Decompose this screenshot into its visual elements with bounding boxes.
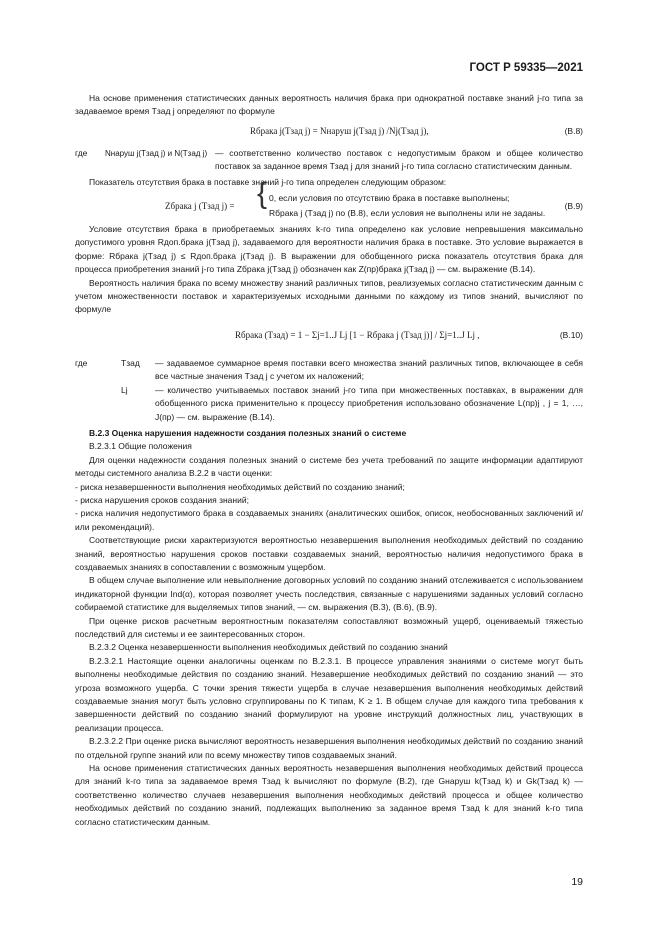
list-item: - риска наличия недопустимого брака в создаваемых знаниях (аналитических ошибок, описок, необоснованных заключений и/или рекомендаций). bbox=[75, 508, 583, 532]
document-header: ГОСТ Р 59335—2021 bbox=[469, 62, 583, 74]
case-line-2: Rбрака j (Tзад j) по (В.8), если условия не выполнены или не заданы. bbox=[269, 208, 546, 219]
formula-number: (В.9) bbox=[564, 201, 583, 212]
formula-expression: Rбрака j(Tзад j) = Nнаруш j(Tзад j) /Nj(Tзад j), bbox=[250, 125, 429, 136]
section-heading: В.2.3 Оценка нарушения надежности создания полезных знаний о системе bbox=[89, 427, 407, 438]
paragraph: В общем случае выполнение или невыполнение договорных условий по созданию знаний отслеживается с использованием индикаторной функции Ind(α), которая позволяет учесть последствия, связанные с нарушениями заданных условий согласно собираемой статистике для выделяемых типов знаний, — см. выражения (В.3), (В.6), (В.9). bbox=[75, 575, 583, 613]
formula-lhs: Zбрака j (Tзад j) = bbox=[165, 201, 235, 212]
paragraph: В.2.3.2.2 При оценке риска вычисляют вероятность незавершения выполнения необходимых действий по созданию знаний по отдельной группе знаний или по всему множеству типов создаваемых знаний. bbox=[75, 736, 583, 760]
brace-symbol: { bbox=[257, 177, 268, 211]
subsection-heading: В.2.3.1 Общие положения bbox=[89, 441, 192, 452]
where-definition: — количество учитываемых поставок знаний j-го типа при множественных поставках, в выражении для обобщенного риска применительно к процессу приобретения использовано обозначение L(пр)j , j = 1, …, J(пр) — см. выражение (В.14). bbox=[155, 384, 583, 422]
paragraph: Вероятность наличия брака по всему множеству знаний различных типов, реализуемых согласно статистическим данным с учетом множественности поставок и характеризуемых исходными данными по каждому из типов знаний, вычисляют по формуле bbox=[75, 277, 583, 315]
where-definition: — задаваемое суммарное время поставки всего множества знаний различных типов, включающее в себя все частные значения Tзад j с учетом их наложений; bbox=[155, 357, 583, 382]
formula-number: (В.8) bbox=[564, 125, 583, 136]
page-number: 19 bbox=[571, 876, 583, 888]
list-item: - риска незавершенности выполнения необходимых действий по созданию знаний; bbox=[75, 481, 405, 492]
where-spacer bbox=[75, 384, 121, 424]
where-block bbox=[75, 147, 583, 174]
paragraph: Для оценки надежности создания полезных знаний о системе без учета требований по защите информации адаптируют методы системного анализа В.2.2 в части оценки: bbox=[75, 454, 583, 479]
formula-b10 bbox=[75, 317, 583, 357]
document-body bbox=[75, 92, 583, 829]
formula-number: (В.10) bbox=[559, 329, 583, 340]
where-word: где bbox=[75, 147, 88, 158]
paragraph: На основе применения статистических данных вероятность незавершения выполнения необходимых действий процесса для знаний k-го типа за задаваемое время Tзад k вычисляют по формуле (В.2), где Gнаруш k(Tзад k) и Gk(Tзад k) — соответственно количество случаев незавершения выполнения необходимых действий процесса и общее количество необходимых действий по созданию знаний, подлежащих выполнению за заданное время Tзад k для знаний k-го типа согласно статистическим данным. bbox=[75, 763, 583, 827]
paragraph: В.2.3.2.1 Настоящие оценки аналогичны оценкам по В.2.3.1. В процессе управления знаниями о системе могут быть выполнены необходимые действия по созданию знаний. Незавершение необходимых действий по созданию знаний — это угроза возможного ущерба. С точки зрения тяжести ущерба в случае незавершения выполнения необходимых действий создаваемые знания могут быть условно сгруппированы по K типам, K ≥ 1. В общем случае для каждого типа требования к завершенности действий по созданию знаний формулируют на уровне инструкций должностных лиц, участвующих в реализации процесса. bbox=[75, 655, 583, 733]
where-block bbox=[75, 357, 583, 384]
where-word: где bbox=[75, 357, 88, 368]
where-block bbox=[75, 384, 583, 424]
where-definition: — соответственно количество поставок с недопустимым браком и общее количество поставок за заданное время Tзад j для знаний j-го типа согласно статистическим данным. bbox=[215, 147, 583, 172]
case-line-1: 0, если условия по отсутствию брака в поставке выполнены; bbox=[269, 193, 510, 204]
paragraph: При оценке рисков расчетным вероятностным показателям сопоставляют возможный ущерб, оцениваемый тяжестью последствий для системы и ее заинтересованных сторон. bbox=[75, 615, 583, 639]
formula-expression: Rбрака (Tзад) = 1 − Σj=1..J Lj [1 − Rбрака j (Tзад j)] / Σj=1..J Lj , bbox=[235, 329, 480, 340]
paragraph: Показатель отсутствия брака в поставке знаний j-го типа определен следующим образом: bbox=[89, 176, 447, 187]
paragraph: На основе применения статистических данных вероятность наличия брака при однократной поставке знаний j-го типа за задаваемое время Tзад j определяют по формуле bbox=[75, 93, 583, 117]
where-term: Lj bbox=[121, 384, 128, 395]
where-term: Tзад bbox=[121, 357, 140, 368]
where-terms: Nнаруш j(Tзад j) и N(Tзад j) bbox=[105, 148, 208, 158]
formula-b8 bbox=[75, 119, 583, 145]
subsection-heading: В.2.3.2 Оценка незавершенности выполнения необходимых действий по созданию знаний bbox=[89, 642, 448, 653]
paragraph: Соответствующие риски характеризуются вероятностью незавершения выполнения необходимых действий по созданию знаний, вероятностью нарушения сроков поставки создаваемых знаний, вероятностью наличия недопустимого брака в создаваемых знаниях в сопоставлении с возможным ущербом. bbox=[75, 535, 583, 572]
paragraph: Условие отсутствия брака в приобретаемых знаниях k-го типа определено как условие непревышения максимально допустимого уровня Rдоп.брака j(Tзад j), задаваемого для вероятности наличия брака в поставке. Это условие выражается в форме: Rбрака j(Tзад j) ≤ Rдоп.брака j(Tзад j). В выражении для обобщенного риска показатель отсутствия брака для процесса приобретения знаний j-го типа Zбрака j(Tзад j) обозначен как Z(пр)брака j(Tзад j) — см. выражение (В.14). bbox=[75, 224, 583, 275]
list-item: - риска нарушения сроков создания знаний; bbox=[75, 494, 249, 505]
